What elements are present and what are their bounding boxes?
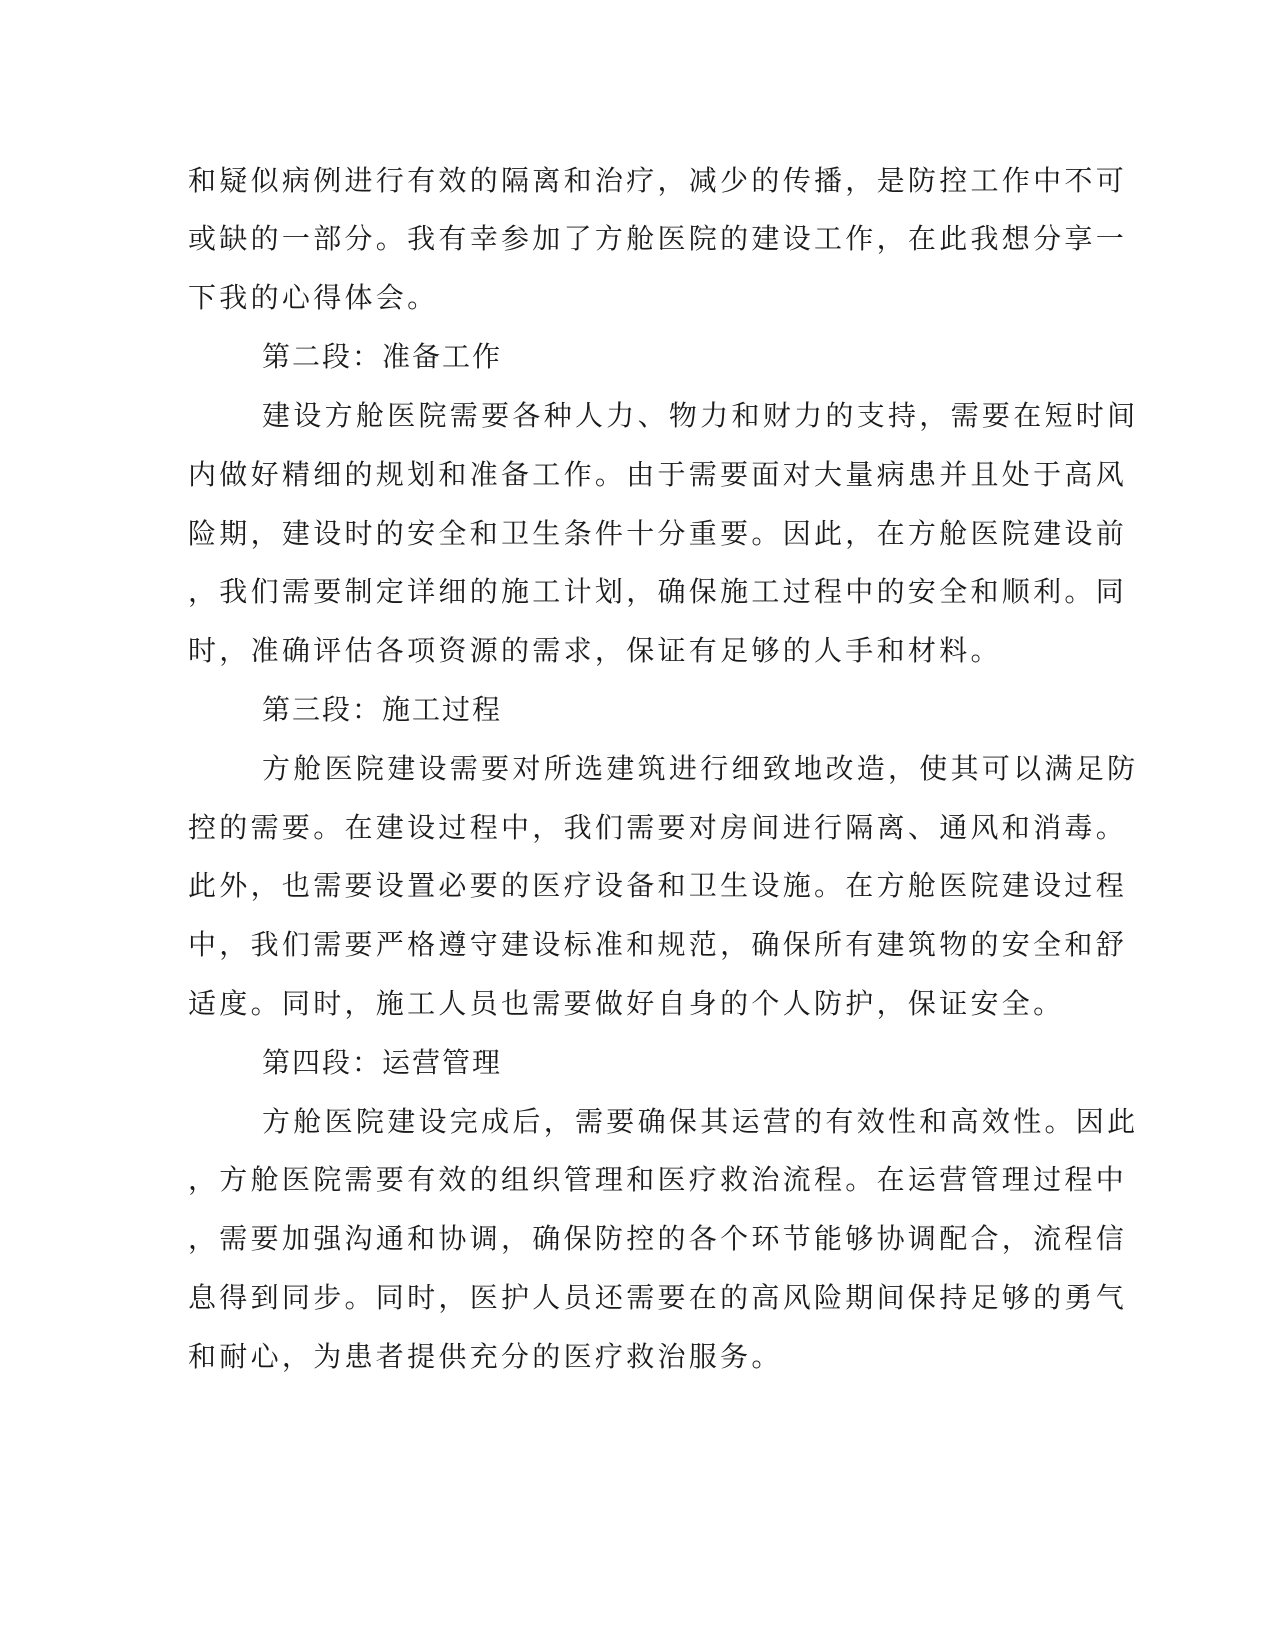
paragraph-4-line-3: ，需要加强沟通和协调，确保防控的各个环节能够协调配合，流程信 (188, 1222, 1128, 1255)
paragraph-3-line-3: 此外，也需要设置必要的医疗设备和卫生设施。在方舱医院建设过程 (188, 869, 1128, 902)
paragraph-1-line-2: 或缺的一部分。我有幸参加了方舱医院的建设工作，在此我想分享一 (188, 222, 1128, 255)
paragraph-3-line-5: 适度。同时，施工人员也需要做好自身的个人防护，保证安全。 (188, 987, 1065, 1020)
section-heading-2: 第二段：准备工作 (262, 340, 503, 373)
paragraph-2-line-3: 险期，建设时的安全和卫生条件十分重要。因此，在方舱医院建设前 (188, 517, 1128, 550)
paragraph-2-line-1: 建设方舱医院需要各种人力、物力和财力的支持，需要在短时间 (262, 399, 1139, 432)
section-heading-3: 第三段：施工过程 (262, 693, 503, 726)
paragraph-2-line-2: 内做好精细的规划和准备工作。由于需要面对大量病患并且处于高风 (188, 458, 1128, 491)
paragraph-4-line-5: 和耐心，为患者提供充分的医疗救治服务。 (188, 1340, 783, 1373)
paragraph-2-line-5: 时，准确评估各项资源的需求，保证有足够的人手和材料。 (188, 634, 1002, 667)
paragraph-4-line-2: ，方舱医院需要有效的组织管理和医疗救治流程。在运营管理过程中 (188, 1163, 1128, 1196)
paragraph-3-line-4: 中，我们需要严格遵守建设标准和规范，确保所有建筑物的安全和舒 (188, 928, 1128, 961)
paragraph-1-line-1: 和疑似病例进行有效的隔离和治疗，减少的传播，是防控工作中不可 (188, 164, 1128, 197)
paragraph-1-line-3: 下我的心得体会。 (188, 281, 439, 314)
paragraph-4-line-4: 息得到同步。同时，医护人员还需要在的高风险期间保持足够的勇气 (188, 1281, 1128, 1314)
paragraph-2-line-4: ，我们需要制定详细的施工计划，确保施工过程中的安全和顺利。同 (188, 575, 1128, 608)
paragraph-3-line-2: 控的需要。在建设过程中，我们需要对房间进行隔离、通风和消毒。 (188, 811, 1128, 844)
paragraph-3-line-1: 方舱医院建设需要对所选建筑进行细致地改造，使其可以满足防 (262, 752, 1139, 785)
section-heading-4: 第四段：运营管理 (262, 1046, 503, 1079)
paragraph-4-line-1: 方舱医院建设完成后，需要确保其运营的有效性和高效性。因此 (262, 1105, 1139, 1138)
